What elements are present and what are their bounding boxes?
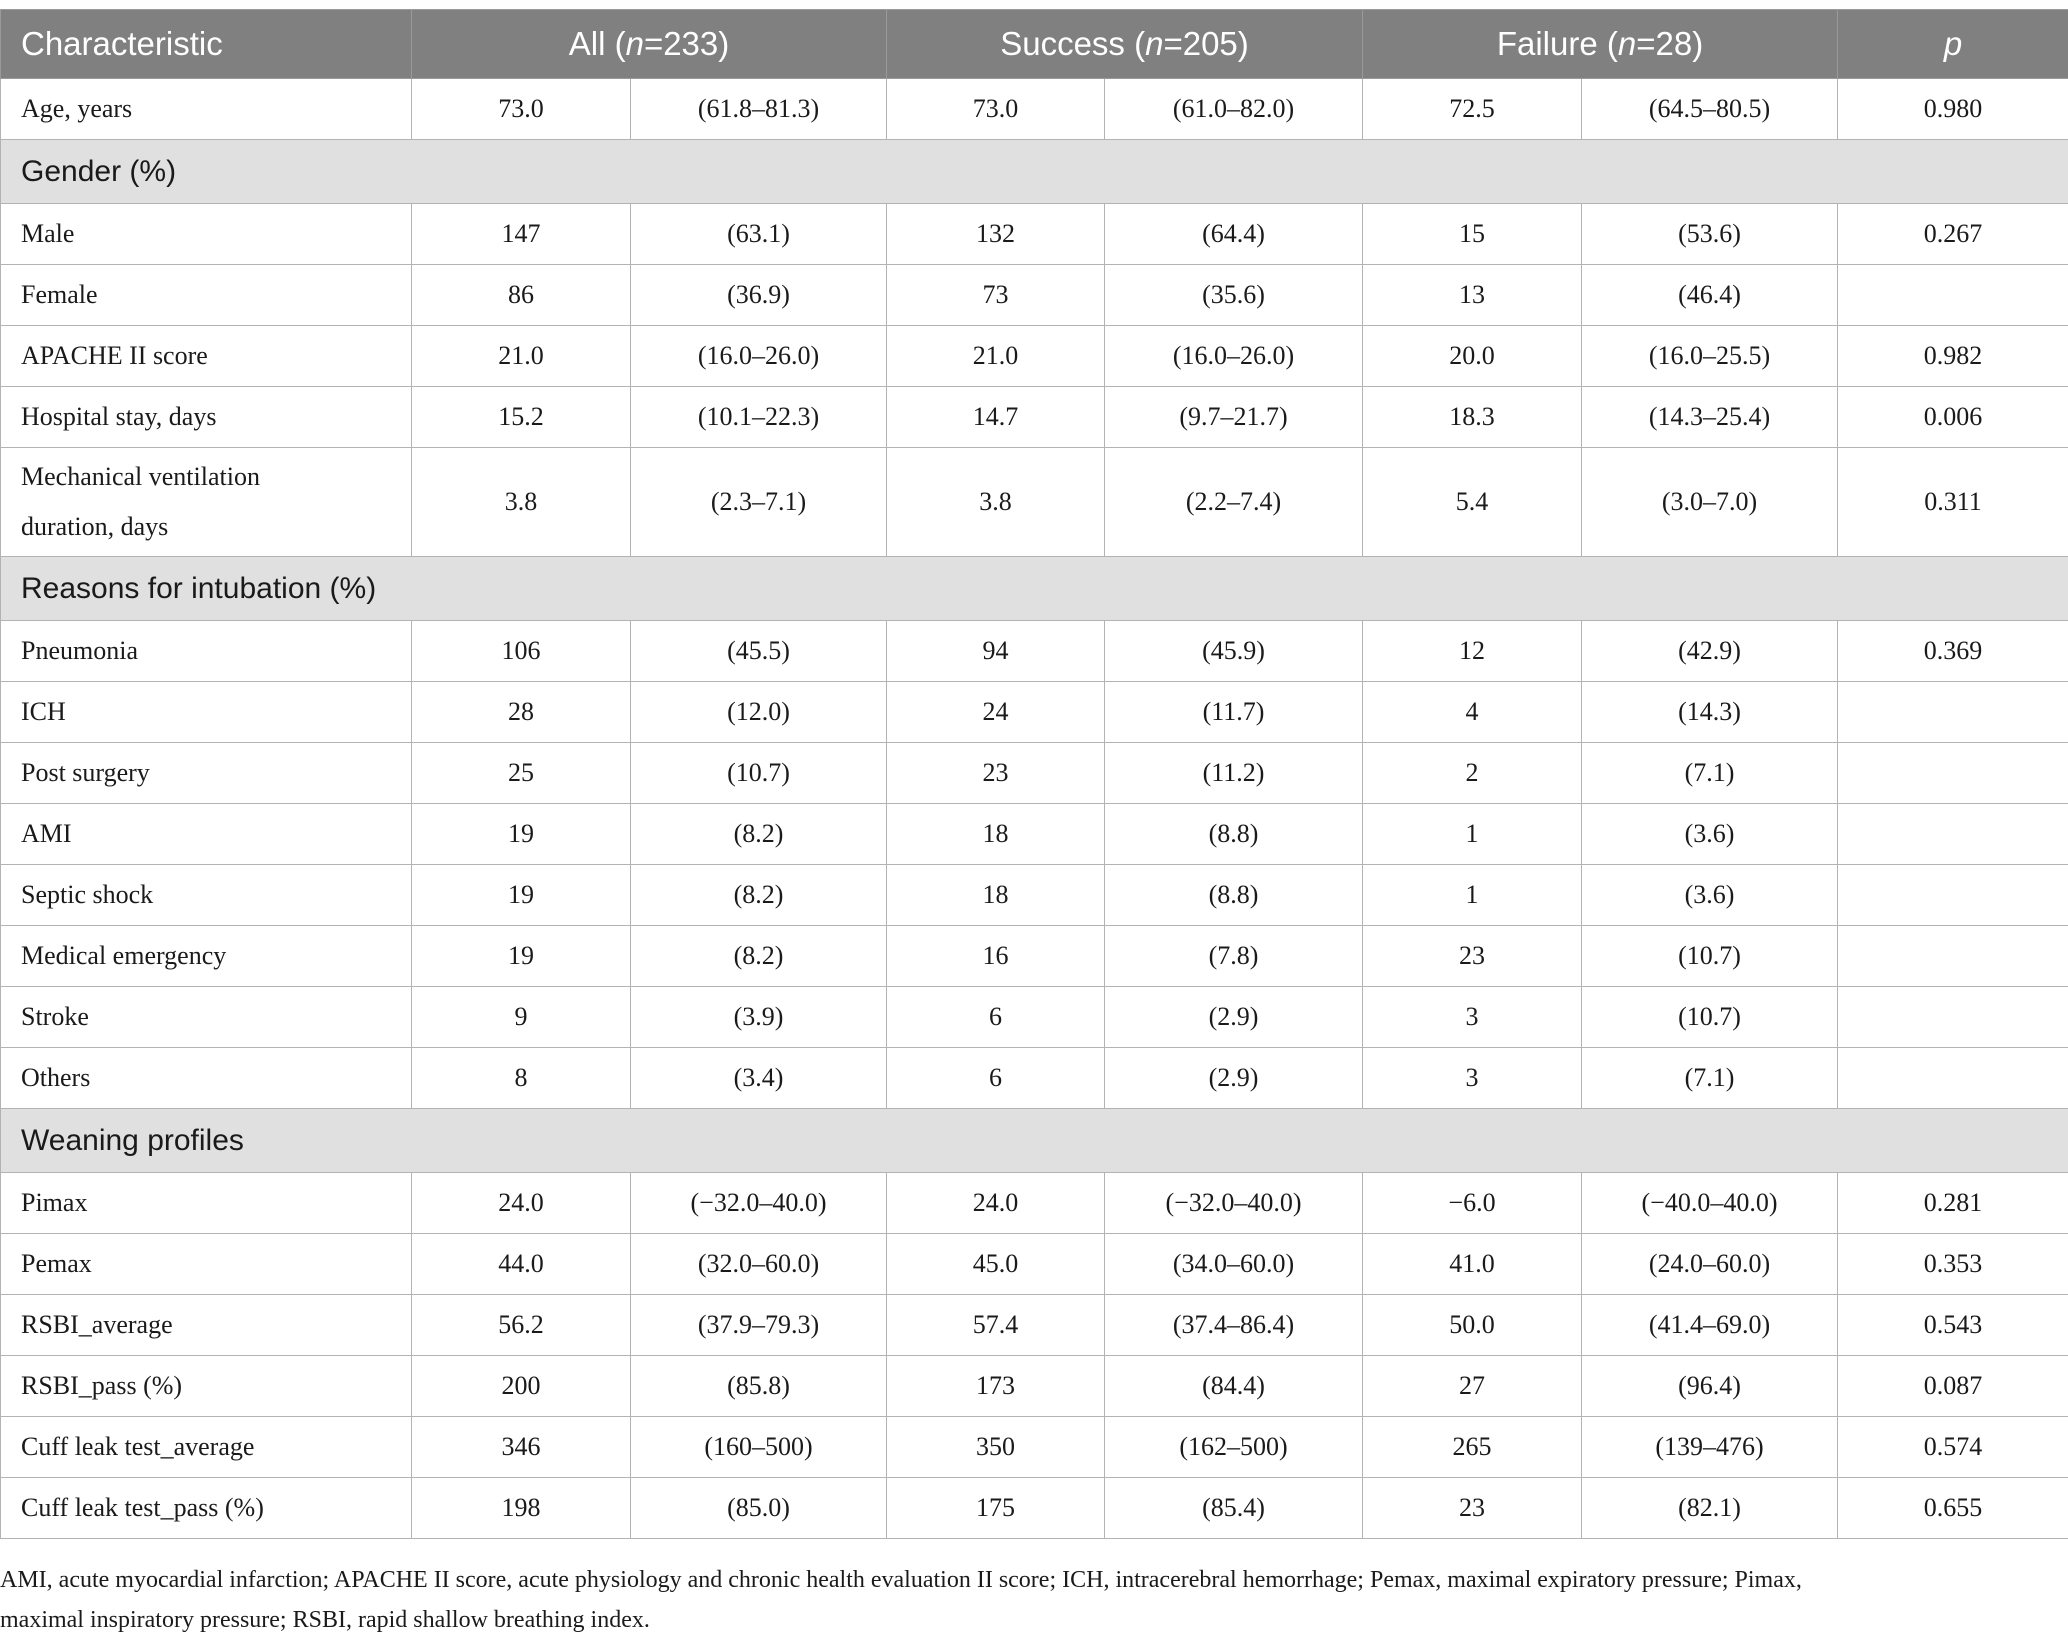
table-row — [1, 1048, 2068, 1109]
success-range-cell: (16.0–26.0) — [1105, 326, 1363, 387]
failure-count-cell: 72.5 — [1363, 79, 1582, 140]
success-range-cell: (162–500) — [1105, 1417, 1363, 1478]
failure-range-cell: (3.0–7.0) — [1582, 448, 1838, 557]
row-label: Septic shock — [1, 865, 412, 926]
all-range-cell: (2.3–7.1) — [631, 448, 887, 557]
row-label: RSBI_average — [1, 1295, 412, 1356]
data-table — [0, 9, 2068, 1539]
p-value-cell: 0.543 — [1838, 1295, 2068, 1356]
table-row — [1, 1417, 2068, 1478]
row-label-line: Mechanical ventilation — [21, 462, 260, 491]
failure-range-cell: (10.7) — [1582, 926, 1838, 987]
table-row — [1, 1478, 2068, 1539]
all-count-cell: 56.2 — [412, 1295, 631, 1356]
all-range-cell: (3.4) — [631, 1048, 887, 1109]
section-label: Reasons for intubation (%) — [1, 557, 2068, 621]
all-range-cell: (160–500) — [631, 1417, 887, 1478]
failure-count-cell: 20.0 — [1363, 326, 1582, 387]
all-count-cell: 44.0 — [412, 1234, 631, 1295]
section-label: Weaning profiles — [1, 1109, 2068, 1173]
p-value-cell — [1838, 926, 2068, 987]
success-range-cell: (2.2–7.4) — [1105, 448, 1363, 557]
all-count-cell: 15.2 — [412, 387, 631, 448]
failure-count-cell: 1 — [1363, 804, 1582, 865]
all-range-cell: (−32.0–40.0) — [631, 1173, 887, 1234]
failure-range-cell: (7.1) — [1582, 1048, 1838, 1109]
p-value-cell — [1838, 865, 2068, 926]
row-label: Pneumonia — [1, 621, 412, 682]
failure-range-cell: (3.6) — [1582, 865, 1838, 926]
all-count-cell: 28 — [412, 682, 631, 743]
success-count-cell: 18 — [887, 865, 1105, 926]
header-success: Success (n=205) — [887, 10, 1363, 79]
failure-count-cell: 50.0 — [1363, 1295, 1582, 1356]
p-value-cell: 0.980 — [1838, 79, 2068, 140]
row-label: Cuff leak test_pass (%) — [1, 1478, 412, 1539]
failure-count-cell: 27 — [1363, 1356, 1582, 1417]
row-label: Hospital stay, days — [1, 387, 412, 448]
all-range-cell: (8.2) — [631, 865, 887, 926]
table-row — [1, 387, 2068, 448]
success-range-cell: (2.9) — [1105, 1048, 1363, 1109]
failure-count-cell: 1 — [1363, 865, 1582, 926]
table-footnote — [0, 1560, 2060, 1640]
p-value-cell: 0.353 — [1838, 1234, 2068, 1295]
failure-count-cell: 23 — [1363, 926, 1582, 987]
success-range-cell: (9.7–21.7) — [1105, 387, 1363, 448]
all-range-cell: (85.8) — [631, 1356, 887, 1417]
success-range-cell: (8.8) — [1105, 865, 1363, 926]
table-row — [1, 621, 2068, 682]
all-range-cell: (61.8–81.3) — [631, 79, 887, 140]
success-count-cell: 73.0 — [887, 79, 1105, 140]
all-range-cell: (85.0) — [631, 1478, 887, 1539]
success-count-cell: 3.8 — [887, 448, 1105, 557]
failure-count-cell: 3 — [1363, 987, 1582, 1048]
failure-range-cell: (−40.0–40.0) — [1582, 1173, 1838, 1234]
row-label: Stroke — [1, 987, 412, 1048]
all-count-cell: 19 — [412, 804, 631, 865]
all-count-cell: 106 — [412, 621, 631, 682]
p-value-cell — [1838, 804, 2068, 865]
failure-count-cell: 2 — [1363, 743, 1582, 804]
p-value-cell: 0.655 — [1838, 1478, 2068, 1539]
failure-range-cell: (24.0–60.0) — [1582, 1234, 1838, 1295]
success-count-cell: 21.0 — [887, 326, 1105, 387]
failure-range-cell: (3.6) — [1582, 804, 1838, 865]
table-row — [1, 1295, 2068, 1356]
row-label — [1, 448, 412, 557]
success-count-cell: 6 — [887, 1048, 1105, 1109]
all-count-cell: 19 — [412, 865, 631, 926]
row-label: RSBI_pass (%) — [1, 1356, 412, 1417]
success-range-cell: (84.4) — [1105, 1356, 1363, 1417]
row-label: Male — [1, 204, 412, 265]
all-range-cell: (10.1–22.3) — [631, 387, 887, 448]
all-count-cell: 86 — [412, 265, 631, 326]
failure-count-cell: 265 — [1363, 1417, 1582, 1478]
header-p: p — [1838, 10, 2068, 79]
row-label: AMI — [1, 804, 412, 865]
success-count-cell: 132 — [887, 204, 1105, 265]
success-count-cell: 24 — [887, 682, 1105, 743]
table-row — [1, 987, 2068, 1048]
failure-range-cell: (82.1) — [1582, 1478, 1838, 1539]
p-value-cell: 0.087 — [1838, 1356, 2068, 1417]
table-row — [1, 448, 2068, 557]
all-count-cell: 147 — [412, 204, 631, 265]
failure-range-cell: (96.4) — [1582, 1356, 1838, 1417]
success-count-cell: 23 — [887, 743, 1105, 804]
success-range-cell: (37.4–86.4) — [1105, 1295, 1363, 1356]
all-count-cell: 19 — [412, 926, 631, 987]
p-value-cell: 0.311 — [1838, 448, 2068, 557]
failure-count-cell: 18.3 — [1363, 387, 1582, 448]
table-row — [1, 1173, 2068, 1234]
failure-count-cell: 23 — [1363, 1478, 1582, 1539]
section-header-row — [1, 557, 2068, 621]
success-range-cell: (2.9) — [1105, 987, 1363, 1048]
success-range-cell: (85.4) — [1105, 1478, 1363, 1539]
all-count-cell: 8 — [412, 1048, 631, 1109]
all-count-cell: 24.0 — [412, 1173, 631, 1234]
success-count-cell: 24.0 — [887, 1173, 1105, 1234]
row-label: Female — [1, 265, 412, 326]
table-row — [1, 865, 2068, 926]
row-label: APACHE II score — [1, 326, 412, 387]
p-value-cell — [1838, 682, 2068, 743]
p-value-cell — [1838, 987, 2068, 1048]
row-label: Pemax — [1, 1234, 412, 1295]
success-range-cell: (7.8) — [1105, 926, 1363, 987]
all-range-cell: (8.2) — [631, 804, 887, 865]
table-row — [1, 743, 2068, 804]
table-row — [1, 265, 2068, 326]
row-label: Others — [1, 1048, 412, 1109]
row-label: Age, years — [1, 79, 412, 140]
failure-range-cell: (7.1) — [1582, 743, 1838, 804]
success-range-cell: (35.6) — [1105, 265, 1363, 326]
success-count-cell: 350 — [887, 1417, 1105, 1478]
failure-range-cell: (41.4–69.0) — [1582, 1295, 1838, 1356]
header-characteristic: Characteristic — [1, 10, 412, 79]
success-count-cell: 175 — [887, 1478, 1105, 1539]
success-count-cell: 16 — [887, 926, 1105, 987]
failure-range-cell: (64.5–80.5) — [1582, 79, 1838, 140]
p-value-cell: 0.369 — [1838, 621, 2068, 682]
all-range-cell: (37.9–79.3) — [631, 1295, 887, 1356]
failure-count-cell: −6.0 — [1363, 1173, 1582, 1234]
all-range-cell: (32.0–60.0) — [631, 1234, 887, 1295]
all-range-cell: (16.0–26.0) — [631, 326, 887, 387]
all-count-cell: 3.8 — [412, 448, 631, 557]
failure-range-cell: (139–476) — [1582, 1417, 1838, 1478]
header-failure: Failure (n=28) — [1363, 10, 1838, 79]
failure-count-cell: 13 — [1363, 265, 1582, 326]
header-all: All (n=233) — [412, 10, 887, 79]
failure-count-cell: 5.4 — [1363, 448, 1582, 557]
row-label: Post surgery — [1, 743, 412, 804]
failure-count-cell: 3 — [1363, 1048, 1582, 1109]
all-range-cell: (36.9) — [631, 265, 887, 326]
all-count-cell: 200 — [412, 1356, 631, 1417]
section-label: Gender (%) — [1, 140, 2068, 204]
success-range-cell: (11.7) — [1105, 682, 1363, 743]
success-range-cell: (64.4) — [1105, 204, 1363, 265]
all-count-cell: 21.0 — [412, 326, 631, 387]
table-row — [1, 1234, 2068, 1295]
all-count-cell: 25 — [412, 743, 631, 804]
all-count-cell: 346 — [412, 1417, 631, 1478]
success-count-cell: 14.7 — [887, 387, 1105, 448]
success-count-cell: 6 — [887, 987, 1105, 1048]
all-range-cell: (63.1) — [631, 204, 887, 265]
failure-range-cell: (46.4) — [1582, 265, 1838, 326]
p-value-cell — [1838, 743, 2068, 804]
p-value-cell: 0.574 — [1838, 1417, 2068, 1478]
success-count-cell: 173 — [887, 1356, 1105, 1417]
all-range-cell: (8.2) — [631, 926, 887, 987]
table-row — [1, 79, 2068, 140]
success-range-cell: (45.9) — [1105, 621, 1363, 682]
all-range-cell: (12.0) — [631, 682, 887, 743]
failure-range-cell: (14.3–25.4) — [1582, 387, 1838, 448]
success-count-cell: 18 — [887, 804, 1105, 865]
failure-count-cell: 4 — [1363, 682, 1582, 743]
all-range-cell: (10.7) — [631, 743, 887, 804]
p-value-cell: 0.281 — [1838, 1173, 2068, 1234]
table-row — [1, 804, 2068, 865]
success-count-cell: 57.4 — [887, 1295, 1105, 1356]
failure-range-cell: (53.6) — [1582, 204, 1838, 265]
p-value-cell — [1838, 265, 2068, 326]
failure-range-cell: (42.9) — [1582, 621, 1838, 682]
table-row — [1, 1356, 2068, 1417]
success-range-cell: (34.0–60.0) — [1105, 1234, 1363, 1295]
success-range-cell: (61.0–82.0) — [1105, 79, 1363, 140]
row-label: Medical emergency — [1, 926, 412, 987]
header-row — [1, 10, 2068, 79]
table-row — [1, 326, 2068, 387]
row-label: Cuff leak test_average — [1, 1417, 412, 1478]
success-range-cell: (−32.0–40.0) — [1105, 1173, 1363, 1234]
success-count-cell: 94 — [887, 621, 1105, 682]
section-header-row — [1, 1109, 2068, 1173]
all-range-cell: (3.9) — [631, 987, 887, 1048]
table-row — [1, 926, 2068, 987]
failure-count-cell: 15 — [1363, 204, 1582, 265]
all-count-cell: 9 — [412, 987, 631, 1048]
failure-count-cell: 41.0 — [1363, 1234, 1582, 1295]
failure-range-cell: (10.7) — [1582, 987, 1838, 1048]
failure-range-cell: (16.0–25.5) — [1582, 326, 1838, 387]
all-range-cell: (45.5) — [631, 621, 887, 682]
row-label-line: duration, days — [21, 512, 169, 541]
p-value-cell: 0.982 — [1838, 326, 2068, 387]
failure-count-cell: 12 — [1363, 621, 1582, 682]
success-count-cell: 45.0 — [887, 1234, 1105, 1295]
p-value-cell — [1838, 1048, 2068, 1109]
p-value-cell: 0.267 — [1838, 204, 2068, 265]
failure-range-cell: (14.3) — [1582, 682, 1838, 743]
row-label: Pimax — [1, 1173, 412, 1234]
section-header-row — [1, 140, 2068, 204]
table-row — [1, 682, 2068, 743]
table-row — [1, 204, 2068, 265]
p-value-cell: 0.006 — [1838, 387, 2068, 448]
footnote-line: maximal inspiratory pressure; RSBI, rapid shallow breathing index. — [0, 1607, 650, 1633]
footnote-line: AMI, acute myocardial infarction; APACHE II score, acute physiology and chronic health evaluation II score; ICH, intracerebral hemorrhage; Pemax, maximal expiratory pressure; Pimax, — [0, 1567, 1802, 1593]
row-label: ICH — [1, 682, 412, 743]
success-range-cell: (8.8) — [1105, 804, 1363, 865]
success-range-cell: (11.2) — [1105, 743, 1363, 804]
success-count-cell: 73 — [887, 265, 1105, 326]
all-count-cell: 198 — [412, 1478, 631, 1539]
all-count-cell: 73.0 — [412, 79, 631, 140]
